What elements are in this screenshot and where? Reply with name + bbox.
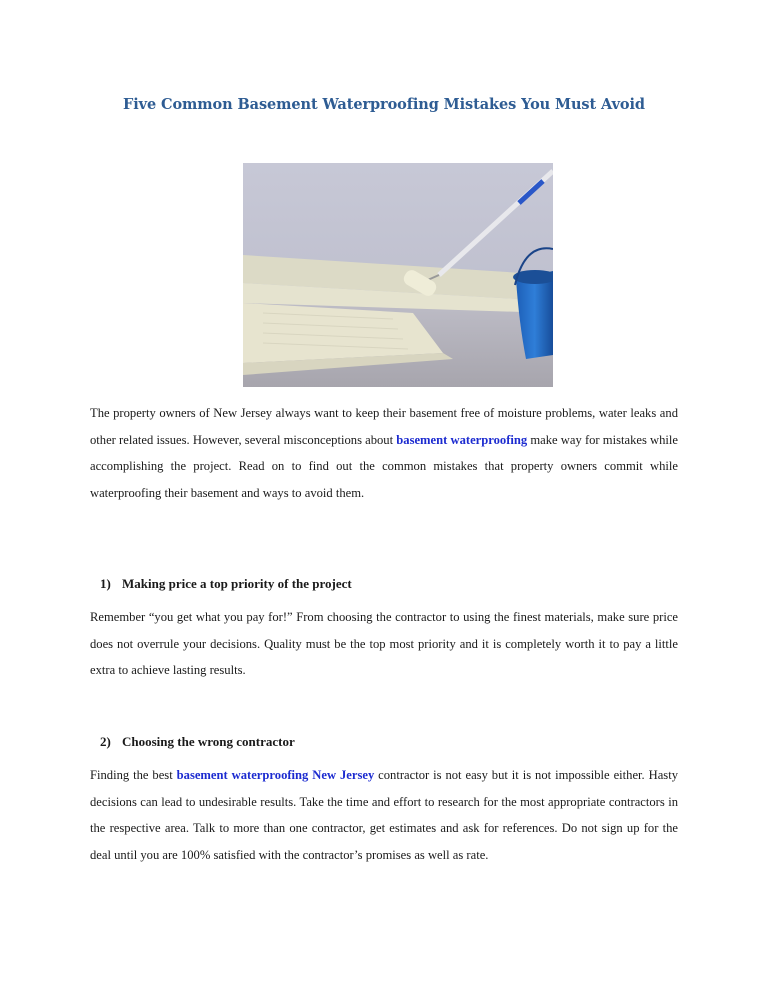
- section-2-number: 2): [100, 734, 111, 749]
- section-1-title: Making price a top priority of the project: [122, 576, 352, 591]
- section-1-heading: [100, 576, 352, 592]
- section-2-text-end: contractor is not easy but it is not impossible either. Hasty decisions can lead to undesirable results. Take the time and effort to research for the most appropriate contractors in the respective area. Talk to more than one contractor, get estimates and ask for references. Do not sign up for the deal until you are 100% satisfied with the contractor’s promises as well as rate.: [90, 768, 678, 862]
- basement-waterproofing-link[interactable]: basement waterproofing: [396, 432, 528, 447]
- intro-text-start: The property owners of New Jersey always want to keep their basement free of moisture problems, water leaks and other related issues. However, several misconceptions about: [90, 406, 678, 447]
- section-1-number: 1): [100, 576, 111, 591]
- section-2-heading: [100, 734, 295, 750]
- waterproofing-photo: [243, 163, 553, 387]
- basement-waterproofing-new-jersey-link[interactable]: basement waterproofing New Jersey: [176, 768, 375, 782]
- page-title: Five Common Basement Waterproofing Mistakes You Must Avoid: [123, 96, 645, 113]
- intro-paragraph: [90, 400, 678, 506]
- section-1-paragraph: Remember “you get what you pay for!” From choosing the contractor to using the finest materials, make sure price does not overrule your decisions. Quality must be the top most priority and it is completely worth it to pay a little extra to achieve lasting results.: [90, 610, 678, 677]
- section-2-paragraph: [90, 762, 678, 868]
- section-2-text-start: Finding the best: [90, 768, 177, 782]
- intro-text-end: make way for mistakes while accomplishing the project. Read on to find out the common mistakes that property owners commit while waterproofing their basement and ways to avoid them.: [90, 432, 678, 500]
- section-2-title: Choosing the wrong contractor: [122, 734, 295, 749]
